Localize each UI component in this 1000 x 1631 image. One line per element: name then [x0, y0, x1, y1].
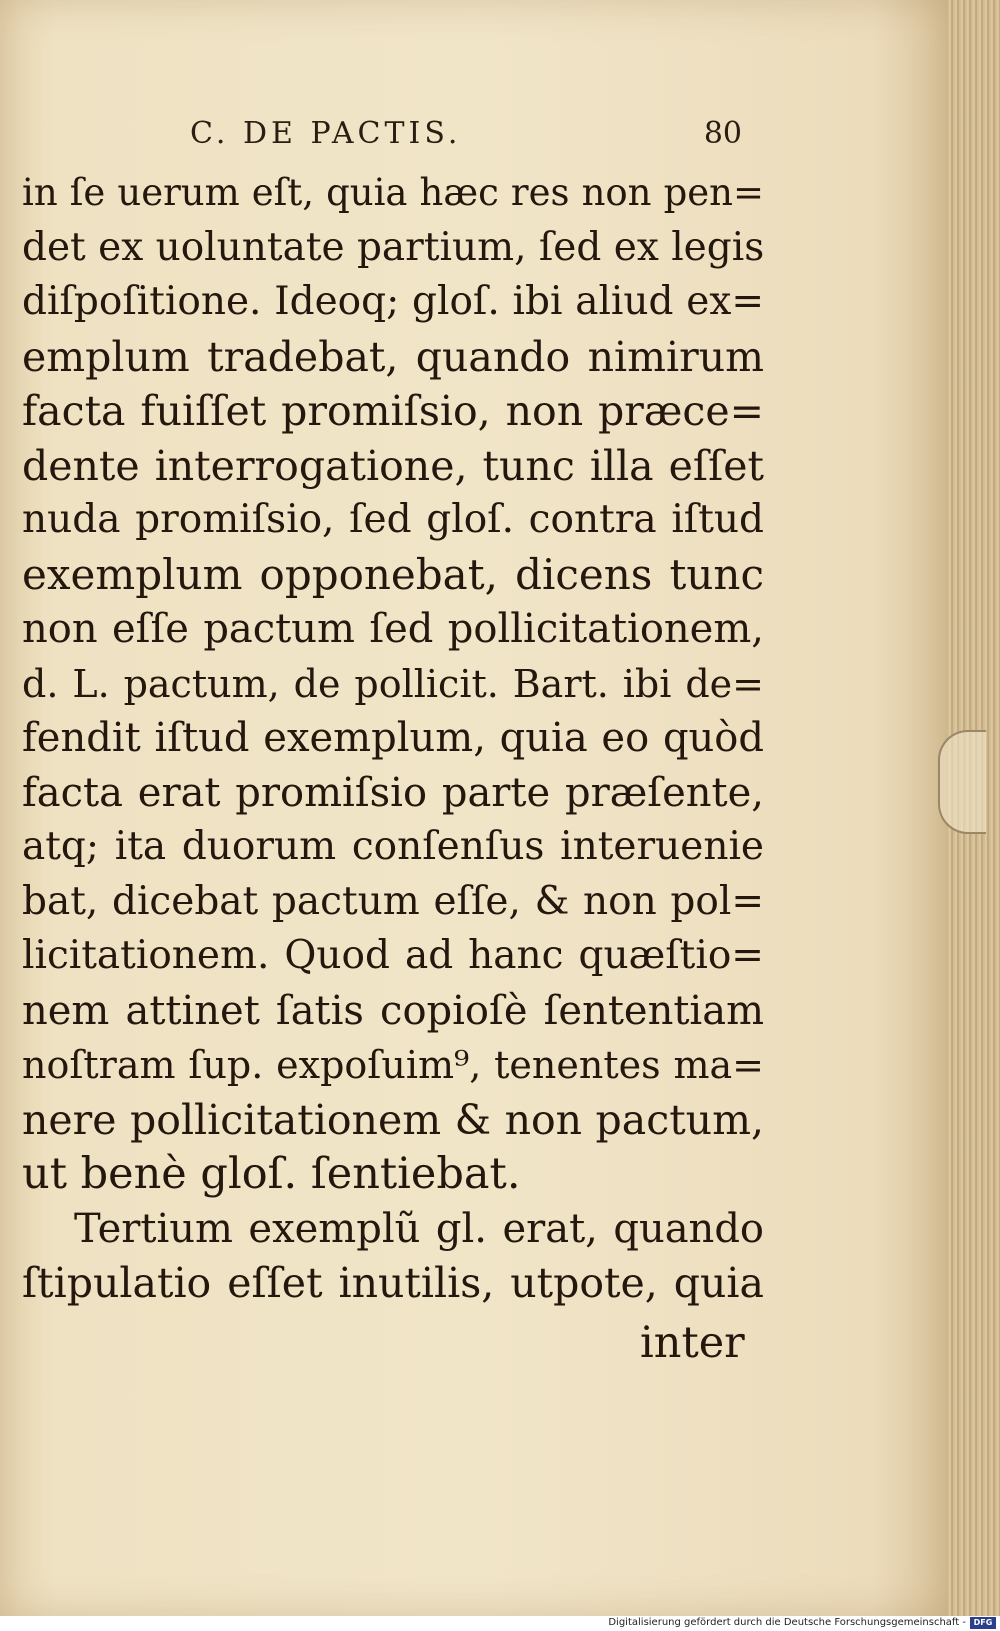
text-line: diſpoſitione. Ideoq; gloſ. ibi aliud ex= — [22, 279, 764, 324]
text-line: noſtram ſup. expoſuim⁹, tenentes ma= — [22, 1043, 764, 1087]
text-line: det ex uoluntate partium, ſed ex legis — [22, 224, 765, 270]
text-line: fendit iſtud exemplum, quia eo quòd — [22, 715, 764, 761]
text-line: ut benè gloſ. ſentiebat. — [22, 1149, 521, 1199]
text-line: bat, dicebat pactum eſſe, & non pol= — [22, 878, 764, 924]
text-line: d. L. pactum, de pollicit. Bart. ibi de= — [22, 661, 764, 706]
text-line: in ſe uerum eſt, quia hæc res non pen= — [22, 171, 764, 214]
text-line: facta fuiſſet promiſsio, non præce= — [22, 387, 764, 435]
text-line: dente interrogatione, tunc illa eſſet — [22, 441, 764, 490]
text-line: nuda promiſsio, ſed gloſ. contra iſtud — [22, 497, 764, 542]
body-text — [22, 166, 764, 1311]
running-head — [190, 116, 750, 156]
text-line: exemplum opponebat, dicens tunc — [22, 549, 764, 599]
page-tab-marker — [938, 730, 986, 834]
text-line: licitationem. Quod ad hanc quæſtio= — [22, 933, 764, 978]
digitization-credit: Digitalisierung gefördert durch die Deutsche Forschungsgemeinschaft - — [608, 1617, 966, 1628]
footer-bar — [0, 1616, 1000, 1631]
text-line: emplum tradebat, quando nimirum — [22, 332, 764, 381]
catchword: inter — [640, 1318, 745, 1368]
dfg-logo: DFG — [970, 1617, 996, 1629]
text-line: nere pollicitationem & non pactum, — [22, 1095, 764, 1144]
text-line: atq; ita duorum conſenſus interuenie — [22, 824, 764, 869]
text-line: facta erat promiſsio parte præſente, — [22, 769, 764, 816]
text-line: Tertium exemplũ gl. erat, quando — [74, 1205, 764, 1252]
page-number: 80 — [703, 116, 742, 151]
text-line: ſtipulatio eſſet inutilis, utpote, quia — [22, 1259, 764, 1307]
text-line: nem attinet ſatis copioſè ſententiam — [22, 987, 764, 1034]
running-title: C. DE PACTIS. — [190, 116, 462, 151]
text-line: non eſſe pactum ſed pollicitationem, — [22, 606, 764, 652]
